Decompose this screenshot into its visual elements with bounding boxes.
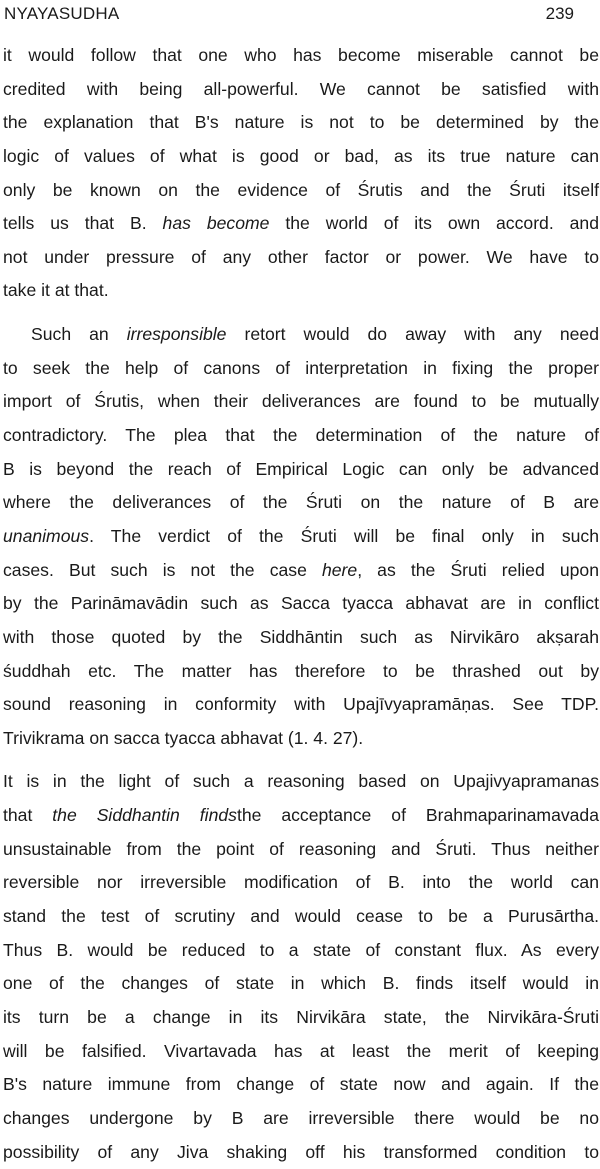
text-line: unanimous. The verdict of the Śruti will be final only in such bbox=[3, 520, 599, 554]
text-line: Such an irresponsible retort would do away with any need bbox=[3, 318, 599, 352]
text-line: It is in the light of such a reasoning based on Upajivyapramanas bbox=[3, 765, 599, 799]
emphasis: irresponsible bbox=[127, 324, 227, 344]
text-line: credited with being all-powerful. We cannot be satisfied with bbox=[3, 73, 599, 107]
emphasis: unanimous bbox=[3, 526, 89, 546]
text-line: stand the test of scrutiny and would cease to be a Purusārtha. bbox=[3, 900, 599, 934]
text-line: Thus B. would be reduced to a state of constant flux. As every bbox=[3, 934, 599, 968]
paragraph bbox=[3, 765, 599, 1169]
emphasis: the Siddhantin finds bbox=[52, 805, 237, 825]
text-line: possibility of any Jiva shaking off his transformed condition to bbox=[3, 1136, 599, 1169]
paragraph-gap bbox=[3, 308, 599, 318]
text-line: by the Parināmavādin such as Sacca tyacca abhavat are in conflict bbox=[3, 587, 599, 621]
paragraph bbox=[3, 318, 599, 755]
paragraph-gap bbox=[3, 755, 599, 765]
text-line: śuddhah etc. The matter has therefore to be thrashed out by bbox=[3, 655, 599, 689]
text-line: to seek the help of canons of interpretation in fixing the proper bbox=[3, 352, 599, 386]
text-line: tells us that B. has become the world of its own accord. and bbox=[3, 207, 599, 241]
text-line: contradictory. The plea that the determination of the nature of bbox=[3, 419, 599, 453]
running-head: NYAYASUDHA bbox=[4, 4, 119, 24]
text-line: B's nature immune from change of state now and again. If the bbox=[3, 1068, 599, 1102]
text-line: sound reasoning in conformity with Upajīvyapramāṇas. See TDP. bbox=[3, 688, 599, 722]
text-line: Trivikrama on sacca tyacca abhavat (1. 4. 27). bbox=[3, 722, 599, 756]
text-line: will be falsified. Vivartavada has at least the merit of keeping bbox=[3, 1035, 599, 1069]
text-line: import of Śrutis, when their deliverances are found to be mutually bbox=[3, 385, 599, 419]
body-text bbox=[3, 39, 599, 1169]
text-line: take it at that. bbox=[3, 274, 599, 308]
page-number: 239 bbox=[546, 4, 574, 24]
emphasis: here bbox=[322, 560, 357, 580]
text-line: the explanation that B's nature is not to be determined by the bbox=[3, 106, 599, 140]
text-line: it would follow that one who has become miserable cannot be bbox=[3, 39, 599, 73]
text-line: cases. But such is not the case here, as the Śruti relied upon bbox=[3, 554, 599, 588]
emphasis: has become bbox=[163, 213, 270, 233]
text-line: changes undergone by B are irreversible there would be no bbox=[3, 1102, 599, 1136]
page-header bbox=[0, 0, 600, 30]
text-line: that the Siddhantin findsthe acceptance of Brahmaparinamavada bbox=[3, 799, 599, 833]
text-line: logic of values of what is good or bad, as its true nature can bbox=[3, 140, 599, 174]
text-line: B is beyond the reach of Empirical Logic can only be advanced bbox=[3, 453, 599, 487]
text-line: with those quoted by the Siddhāntin such as Nirvikāro akṣarah bbox=[3, 621, 599, 655]
text-line: one of the changes of state in which B. finds itself would in bbox=[3, 967, 599, 1001]
text-line: only be known on the evidence of Śrutis and the Śruti itself bbox=[3, 174, 599, 208]
text-line: unsustainable from the point of reasoning and Śruti. Thus neither bbox=[3, 833, 599, 867]
text-line: reversible nor irreversible modification of B. into the world can bbox=[3, 866, 599, 900]
text-line: its turn be a change in its Nirvikāra state, the Nirvikāra-Śruti bbox=[3, 1001, 599, 1035]
paragraph bbox=[3, 39, 599, 308]
text-line: not under pressure of any other factor or power. We have to bbox=[3, 241, 599, 275]
text-line: where the deliverances of the Śruti on the nature of B are bbox=[3, 486, 599, 520]
